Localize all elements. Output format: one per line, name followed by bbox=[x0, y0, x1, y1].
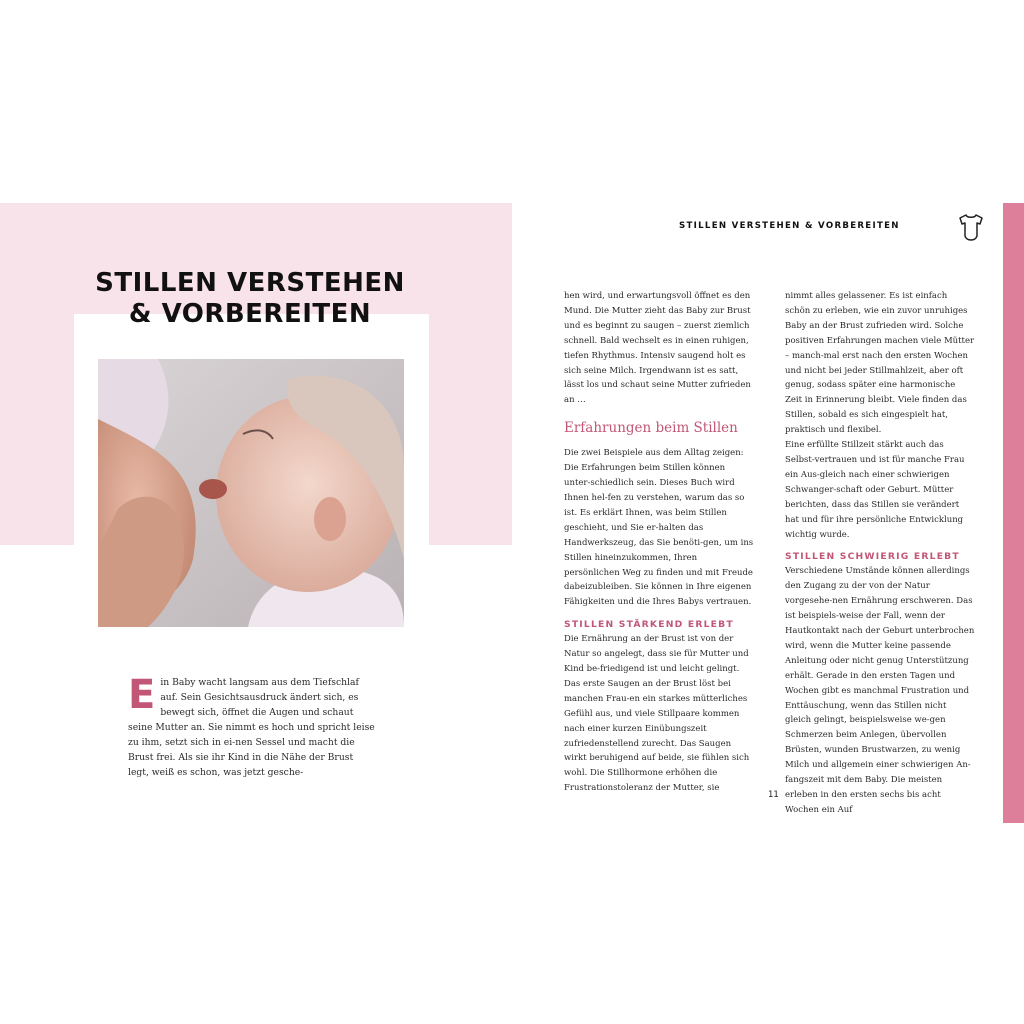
body-paragraph: Die Ernährung an der Brust ist von der Natur so angelegt, dass sie für Mutter und Kind be-friedigend ist und leicht gelingt. Das erste Saugen an der Brust löst bei manchen Frau-en ein starkes mütterliches Gefühl aus, und viele Stillpaare kommen nach einer kurzen Einübungszeit zufriedenstellend zurecht. Das Saugen wirkt beruhigend auf beide, sie fühlen sich wohl. Die Stillhormone erhöhen die Frustrationstoleranz der Mutter, sie bbox=[564, 634, 750, 794]
onesie-icon bbox=[957, 212, 985, 242]
page-number: 11 bbox=[768, 790, 779, 800]
intro-text: in Baby wacht langsam aus dem Tiefschlaf auf. Sein Gesichtsausdruck ändert sich, es bewegt sich, öffnet die Augen und schaut seine Mutter an. Sie nimmt es hoch und spricht leise zu ihm, setzt sich in ei-nen Sessel und macht die Brust frei. Als sie ihr Kind in die Nähe der Brust legt, weiß es schon, was jetzt gesche- bbox=[128, 677, 375, 778]
text-column-1 bbox=[564, 289, 754, 796]
body-paragraph: Eine erfüllte Stillzeit stärkt auch das Selbst-vertrauen und ist für manche Frau ein Aus-gleich nach einer schwierigen Schwanger-schaft oder Geburt. Mütter berichten, dass das Stillen sie verändert hat und für ihre persönliche Entwicklung wichtig wurde. bbox=[785, 440, 965, 540]
body-paragraph: nimmt alles gelassener. Es ist einfach schön zu erleben, wie ein zuvor unruhiges Baby an der Brust zufrieden wird. Solche positiven Erfahrungen machen viele Mütter – manch-mal erst nach den ersten Wochen und nicht bei jeder Stillmahlzeit, aber oft genug, sodass später eine harmonische Zeit in Erinnerung bleibt. Viele finden das Stillen, sobald es sich eingespielt hat, praktisch und flexibel. bbox=[785, 291, 975, 436]
section-heading-staerkend: STILLEN STÄRKEND ERLEBT bbox=[564, 619, 734, 631]
drop-cap: E bbox=[128, 672, 156, 718]
running-head: STILLEN VERSTEHEN & VORBEREITEN bbox=[679, 221, 900, 231]
chapter-title bbox=[60, 268, 440, 330]
intro-paragraph bbox=[128, 672, 376, 780]
body-paragraph: hen wird, und erwartungsvoll öffnet es den Mund. Die Mutter zieht das Baby zur Brust und es beginnt zu saugen – zuerst ziemlich schnell. Bald wechselt es in einen ruhigen, tiefen Rhythmus. Intensiv saugend holt es sich seine Milch. Irgendwann ist es satt, lässt los und schaut seine Mutter zufrieden an … bbox=[564, 291, 751, 406]
mother-baby-photo bbox=[98, 359, 404, 627]
chapter-title-line1: STILLEN VERSTEHEN bbox=[95, 268, 405, 298]
chapter-title-line2: & VORBEREITEN bbox=[128, 299, 372, 329]
text-column-2 bbox=[785, 289, 975, 818]
section-heading-schwierig: STILLEN SCHWIERIG ERLEBT bbox=[785, 551, 960, 563]
body-paragraph: Die zwei Beispiele aus dem Alltag zeigen: Die Erfahrungen beim Stillen können unter-schiedlich sein. Dieses Buch wird Ihnen hel-fen zu verstehen, warum das so ist. Es erklärt Ihnen, was beim Stillen geschieht, und Sie er-halten das Handwerkszeug, das Sie benöti-gen, um ins Stillen hineinzukommen, Ihren persönlichen Weg zu finden und mit Freude dabeizubleiben. Sie können in Ihre eigenen Fähigkeiten und die Ihres Babys vertrauen. bbox=[564, 448, 754, 608]
side-color-tab bbox=[1003, 203, 1024, 823]
section-subheading: Erfahrungen beim Stillen bbox=[564, 420, 738, 437]
body-paragraph: Verschiedene Umstände können allerdings den Zugang zu der von der Natur vorgesehe-nen Ernährung erschweren. Das ist beispiels-weise der Fall, wenn der Hautkontakt nach der Geburt unterbrochen wird, wenn die Mutter keine passende Anleitung oder nicht genug Unterstützung erhält. Gerade in den ersten Tagen und Wochen gibt es manchmal Frustration und Enttäuschung, wenn das Stillen nicht gleich gelingt, beispielsweise we-gen Schmerzen beim Anlegen, übervollen Brüsten, wunden Brustwarzen, zu wenig Milch und allgemein einer schwierigen An-fangszeit mit dem Baby. Die meisten erleben in den ersten sechs bis acht Wochen ein Auf bbox=[785, 566, 975, 815]
